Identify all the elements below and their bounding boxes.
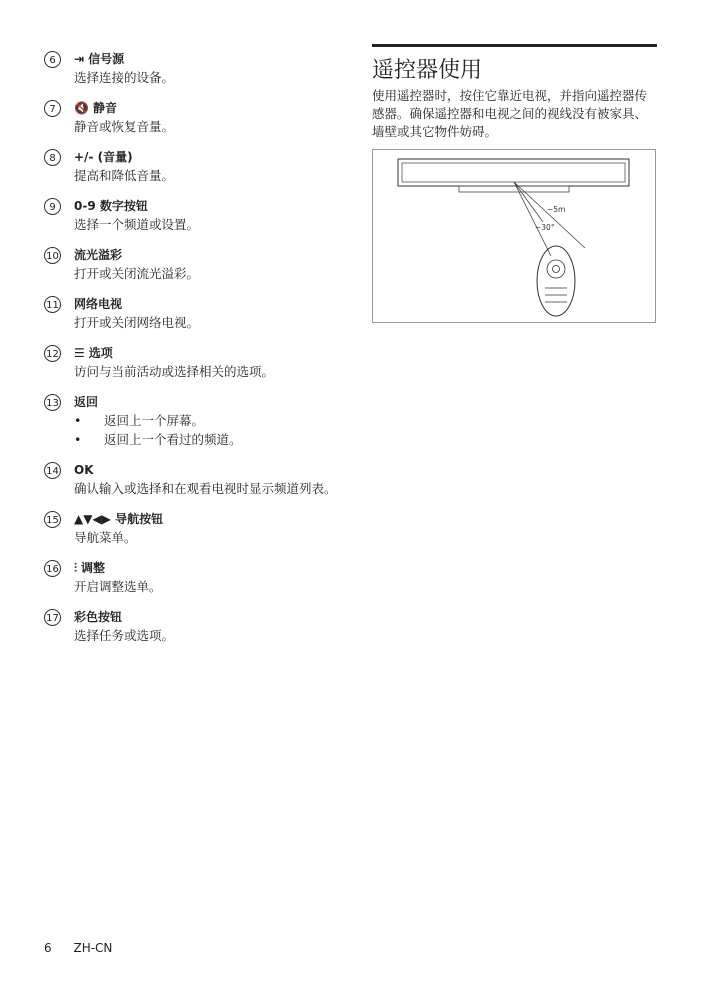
list-item [44, 461, 344, 498]
distance-label: ~5m [547, 205, 566, 214]
item-desc: 打开或关闭网络电视。 [74, 315, 200, 330]
tv-screen [402, 163, 625, 182]
heading-rule [372, 44, 657, 47]
item-title: 流光溢彩 [74, 248, 123, 262]
section-paragraph: 使用遥控器时，按住它靠近电视，并指向遥控器传感器。确保遥控器和电视之间的视线没有被家具、墙壁或其它物件妨碍。 [372, 88, 648, 139]
adjust-icon: ⫶ [74, 561, 78, 575]
item-title: 静音 [92, 101, 117, 115]
item-number: 15 [44, 511, 61, 528]
angle-label: ~30° [535, 223, 555, 232]
item-title: 信号源 [88, 52, 125, 66]
item-desc: 打开或关闭流光溢彩。 [74, 266, 200, 281]
item-title: 0-9 数字按钮 [74, 199, 148, 213]
remote-body [537, 246, 575, 316]
item-number: 11 [44, 296, 61, 313]
list-item [44, 559, 344, 596]
section-heading: 遥控器使用 [372, 58, 483, 83]
page-footer [44, 941, 130, 955]
item-number: 13 [44, 394, 61, 411]
item-desc: 导航菜单。 [74, 530, 137, 545]
item-desc: 选择任务或选项。 [74, 628, 175, 643]
item-title: 选项 [88, 346, 113, 360]
remote-illustration [373, 150, 655, 322]
list-item [44, 148, 344, 185]
button-list [44, 50, 344, 657]
remote-ok [553, 266, 560, 273]
item-desc: 选择连接的设备。 [74, 70, 175, 85]
list-item [44, 197, 344, 234]
language-code: ZH-CN [73, 941, 113, 955]
list-item [44, 99, 344, 136]
angle-line [514, 182, 551, 256]
item-number: 8 [44, 149, 61, 166]
page-number: 6 [44, 941, 52, 955]
list-item [44, 295, 344, 332]
options-icon: ☰ [74, 346, 85, 360]
remote-usage-figure [372, 149, 656, 323]
item-title: 返回 [74, 395, 99, 409]
item-number: 14 [44, 462, 61, 479]
mute-icon: 🔇 [74, 101, 89, 115]
list-item [44, 50, 344, 87]
item-number: 16 [44, 560, 61, 577]
item-desc: 访问与当前活动或选择相关的选项。 [74, 364, 275, 379]
bullet-item: • 返回上一个看过的频道。 [74, 430, 344, 449]
item-title: 网络电视 [74, 297, 123, 311]
item-number: 12 [44, 345, 61, 362]
item-desc: 确认输入或选择和在观看电视时显示频道列表。 [74, 481, 337, 496]
item-number: 7 [44, 100, 61, 117]
item-title: 调整 [81, 561, 106, 575]
item-desc: 提高和降低音量。 [74, 168, 175, 183]
item-number: 10 [44, 247, 61, 264]
source-icon: ⇥ [74, 52, 85, 66]
list-item [44, 608, 344, 645]
list-item [44, 510, 344, 547]
item-title: OK [74, 463, 94, 477]
item-number: 9 [44, 198, 61, 215]
item-title: ▲▼◀▶ 导航按钮 [74, 512, 164, 526]
sight-line [514, 182, 543, 222]
remote-dpad [547, 260, 565, 278]
item-number: 6 [44, 51, 61, 68]
list-item [44, 393, 344, 449]
item-title: +/- (音量) [74, 150, 133, 164]
item-number: 17 [44, 609, 61, 626]
item-desc: 静音或恢复音量。 [74, 119, 175, 134]
item-desc: 选择一个频道或设置。 [74, 217, 200, 232]
list-item [44, 344, 344, 381]
item-title: 彩色按钮 [74, 610, 123, 624]
tv-stand [459, 186, 569, 192]
list-item [44, 246, 344, 283]
bullet-item: • 返回上一个屏幕。 [74, 411, 344, 430]
item-desc: 开启调整选单。 [74, 579, 162, 594]
